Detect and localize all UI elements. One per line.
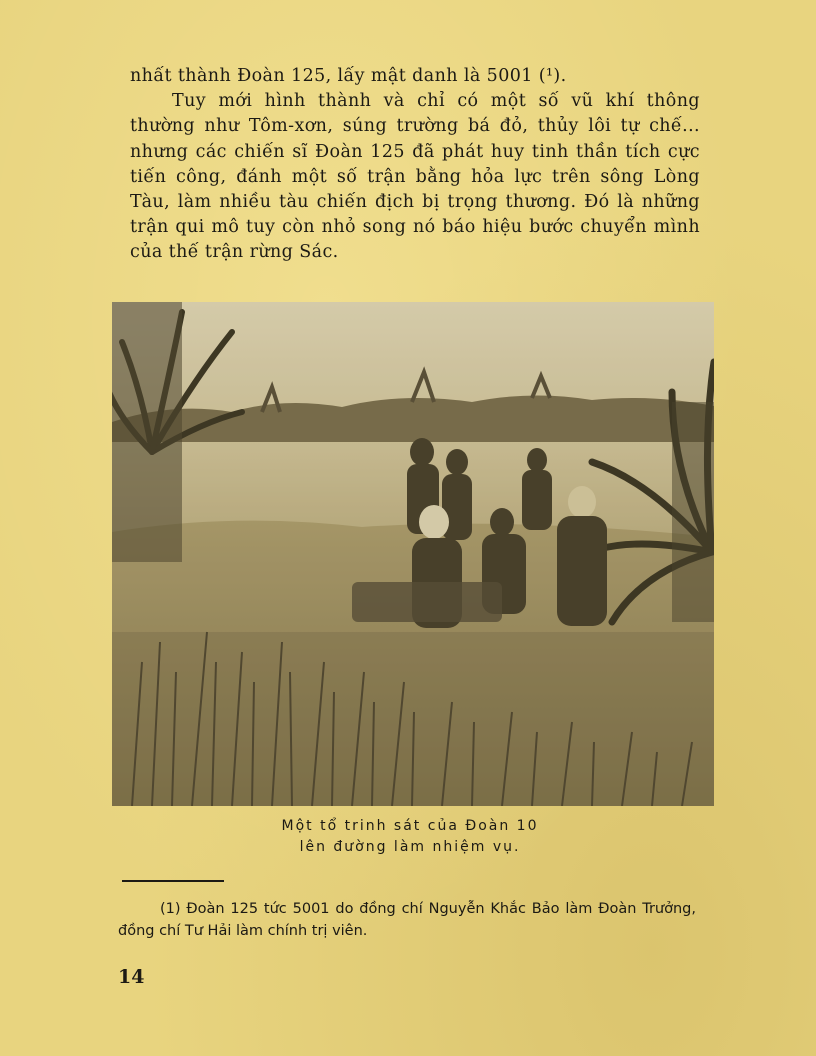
photograph-reconnaissance-team: [112, 302, 714, 806]
body-text: [130, 64, 700, 266]
footnote: [118, 898, 696, 942]
footnote-text: (1) Đoàn 125 tức 5001 do đồng chí Nguyễn Khắc Bảo làm Đoàn Trưởng, đồng chí Tư Hải làm chính trị viên.: [118, 901, 696, 939]
footnote-divider: [122, 880, 224, 882]
paragraph-continuation: nhất thành Đoàn 125, lấy mật danh là 5001 (¹).: [130, 66, 567, 86]
paragraph-main: Tuy mới hình thành và chỉ có một số vũ khí thông thường như Tôm-xơn, súng trường bá đỏ, thủy lôi tự chế... nhưng các chiến sĩ Đoàn 125 đã phát huy tinh thần tích cực tiến công, đánh một số trận bằng hỏa lực trên sông Lòng Tàu, làm nhiều tàu chiến địch bị trọng thương. Đó là những trận qui mô tuy còn nhỏ song nó báo hiệu bước chuyển mình của thế trận rừng Sác.: [130, 91, 700, 263]
caption-line-2: lên đường làm nhiệm vụ.: [299, 839, 521, 855]
caption-line-1: Một tổ trinh sát của Đoàn 10: [281, 818, 539, 834]
page-number: 14: [118, 966, 145, 988]
photo-illustration: [112, 302, 714, 806]
photo-caption: [200, 816, 620, 858]
